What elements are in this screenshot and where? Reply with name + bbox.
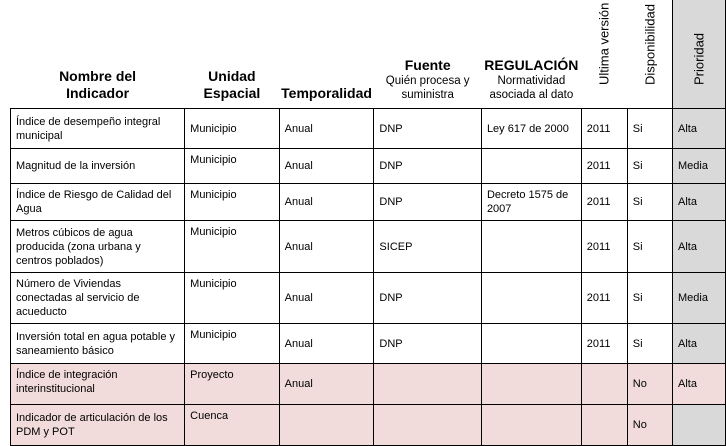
cell-temporalidad: Anual — [279, 221, 374, 273]
cell-disponibilidad: No — [627, 364, 672, 405]
indicators-table — [10, 0, 726, 446]
cell-version: 2011 — [581, 324, 627, 364]
cell-unidad: Municipio — [185, 273, 280, 324]
cell-nombre: Inversión total en agua potable y saneamiento básico — [11, 324, 185, 364]
cell-version: 2011 — [581, 221, 627, 273]
cell-unidad: Municipio — [185, 109, 280, 149]
header-ultima-version-label: Ultima versión — [596, 2, 612, 85]
cell-disponibilidad: Si — [627, 221, 672, 273]
cell-temporalidad: Anual — [279, 109, 374, 149]
table-row — [11, 405, 726, 446]
cell-prioridad: Alta — [673, 184, 726, 221]
cell-fuente: DNP — [374, 184, 482, 221]
cell-version: 2011 — [581, 149, 627, 184]
table-row — [11, 364, 726, 405]
header-regulacion-title: REGULACIÓN — [484, 57, 579, 73]
cell-disponibilidad: Si — [627, 324, 672, 364]
cell-nombre: Índice de integración interinstitucional — [11, 364, 185, 405]
cell-fuente — [374, 364, 482, 405]
cell-disponibilidad: No — [627, 405, 672, 446]
cell-disponibilidad: Si — [627, 184, 672, 221]
cell-prioridad: Alta — [673, 109, 726, 149]
cell-unidad: Municipio — [185, 184, 280, 221]
header-disponibilidad — [627, 0, 672, 109]
header-ultima-version — [581, 0, 627, 109]
header-nombre: Nombre del Indicador — [59, 68, 137, 101]
header-fuente — [374, 0, 482, 109]
cell-regulacion — [481, 273, 581, 324]
table-row — [11, 221, 726, 273]
header-regulacion — [481, 0, 581, 109]
cell-prioridad: Media — [673, 149, 726, 184]
cell-fuente: DNP — [374, 109, 482, 149]
cell-nombre: Número de Viviendas conectadas al servicio de acueducto — [11, 273, 185, 324]
table-row — [11, 273, 726, 324]
header-regulacion-sub: Normatividad asociada al dato — [489, 75, 574, 101]
cell-regulacion — [481, 221, 581, 273]
cell-temporalidad: Anual — [279, 184, 374, 221]
header-fuente-sub: Quién procesa y suministra — [385, 75, 470, 101]
cell-temporalidad: Anual — [279, 364, 374, 405]
header-prioridad — [673, 0, 726, 109]
cell-regulacion — [481, 364, 581, 405]
cell-prioridad: Alta — [673, 364, 726, 405]
header-unidad: Unidad Espacial — [203, 68, 261, 101]
cell-nombre: Indicador de articulación de los PDM y POT — [11, 405, 185, 446]
cell-nombre: Índice de Riesgo de Calidad del Agua — [11, 184, 185, 221]
cell-temporalidad — [279, 405, 374, 446]
cell-prioridad: Alta — [673, 221, 726, 273]
cell-disponibilidad: Si — [627, 149, 672, 184]
cell-unidad: Municipio — [185, 149, 280, 184]
cell-prioridad: Media — [673, 273, 726, 324]
cell-temporalidad: Anual — [279, 324, 374, 364]
cell-prioridad — [673, 405, 726, 446]
cell-regulacion — [481, 324, 581, 364]
cell-disponibilidad: Si — [627, 109, 672, 149]
cell-fuente: DNP — [374, 324, 482, 364]
header-disponibilidad-label: Disponibilidad — [642, 4, 658, 85]
cell-regulacion: Ley 617 de 2000 — [481, 109, 581, 149]
cell-temporalidad: Anual — [279, 149, 374, 184]
cell-regulacion: Decreto 1575 de 2007 — [481, 184, 581, 221]
cell-nombre: Índice de desempeño integral municipal — [11, 109, 185, 149]
header-prioridad-label: Prioridad — [691, 32, 707, 85]
cell-nombre: Magnitud de la inversión — [11, 149, 185, 184]
cell-fuente: DNP — [374, 273, 482, 324]
cell-temporalidad: Anual — [279, 273, 374, 324]
table-row — [11, 109, 726, 149]
header-fuente-title: Fuente — [404, 57, 451, 73]
cell-regulacion — [481, 405, 581, 446]
cell-unidad: Municipio — [185, 221, 280, 273]
table-row — [11, 324, 726, 364]
cell-prioridad: Alta — [673, 324, 726, 364]
header-row — [11, 0, 726, 109]
cell-fuente: SICEP — [374, 221, 482, 273]
header-temporalidad: Temporalidad — [281, 85, 372, 101]
cell-version — [581, 405, 627, 446]
cell-unidad: Cuenca — [185, 405, 280, 446]
cell-unidad: Proyecto — [185, 364, 280, 405]
cell-fuente: DNP — [374, 149, 482, 184]
cell-fuente — [374, 405, 482, 446]
cell-version — [581, 364, 627, 405]
cell-unidad: Municipio — [185, 324, 280, 364]
cell-version: 2011 — [581, 184, 627, 221]
cell-version: 2011 — [581, 273, 627, 324]
table-row — [11, 184, 726, 221]
table-row — [11, 149, 726, 184]
cell-disponibilidad: Si — [627, 273, 672, 324]
cell-nombre: Metros cúbicos de agua producida (zona urbana y centros poblados) — [11, 221, 185, 273]
cell-version: 2011 — [581, 109, 627, 149]
cell-regulacion — [481, 149, 581, 184]
